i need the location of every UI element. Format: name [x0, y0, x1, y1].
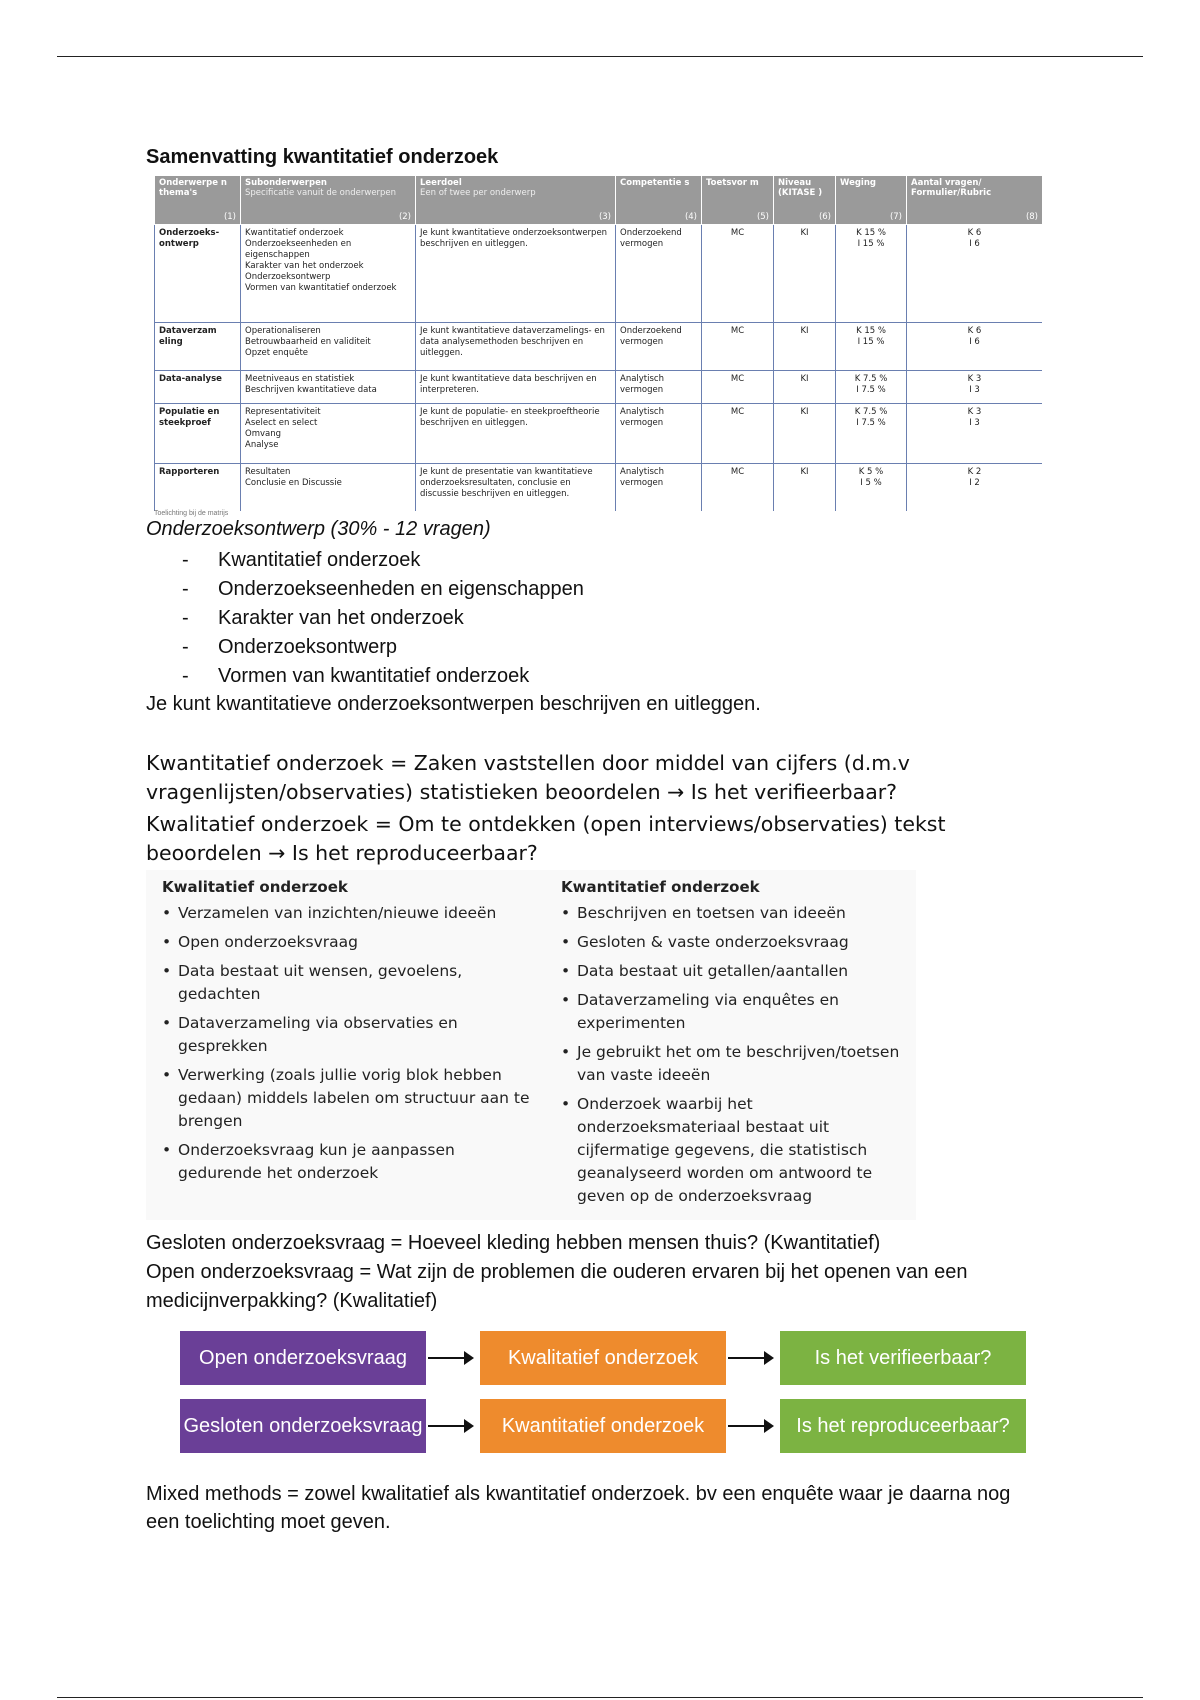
list-item: • Onderzoek waarbij het onderzoeksmateriaal bestaat uit cijfermatige gegevens, die statistisch geanalyseerd worden om antwoord te geven op de onderzoeksvraag — [561, 1093, 921, 1208]
cell-weight: K 7.5 % I 7.5 % — [836, 371, 907, 404]
list-item: • Dataverzameling via observaties en gesprekken — [162, 1012, 532, 1058]
cell-competence: Analytisch vermogen — [616, 371, 702, 404]
objectives-table — [154, 175, 1042, 511]
cell-test: MC — [702, 464, 774, 512]
qualitative-column — [162, 878, 532, 1191]
cell-subtopics: Representativiteit Aselect en select Omvang Analyse — [241, 404, 416, 464]
header-cell: Onderwerpe n thema's (1) — [155, 176, 241, 225]
section-goal: Je kunt kwantitatieve onderzoeksontwerpen beschrijven en uitleggen. — [146, 693, 761, 715]
flow-diagram — [180, 1331, 1030, 1456]
cell-competence: Onderzoekend vermogen — [616, 323, 702, 371]
arrow-right-icon — [728, 1425, 772, 1427]
header-cell: Competentie s (4) — [616, 176, 702, 225]
cell-test: MC — [702, 371, 774, 404]
mixed-methods-text: Mixed methods = zowel kwalitatief als kwantitatief onderzoek. bv een enquête waar je daarna nog een toelichting moet geven. — [146, 1483, 1011, 1533]
cell-competence: Analytisch vermogen — [616, 404, 702, 464]
list-item: • Data bestaat uit getallen/aantallen — [561, 960, 921, 983]
table-row — [155, 404, 1043, 464]
cell-subtopics: Meetniveaus en statistiek Beschrijven kwantitatieve data — [241, 371, 416, 404]
flow-box-closed-question: Gesloten onderzoeksvraag — [180, 1399, 426, 1453]
footer-rule — [57, 1697, 1143, 1698]
arrow-right-icon — [728, 1357, 772, 1359]
cell-subject: Data-analyse — [155, 371, 241, 404]
cell-goal: Je kunt kwantitatieve dataverzamelings- en data analysemethoden beschrijven en uitleggen. — [416, 323, 616, 371]
table-caption: Toelichting bij de matrijs — [154, 510, 229, 517]
arrow-right-icon — [428, 1425, 472, 1427]
header-cell: Toetsvor m (5) — [702, 176, 774, 225]
list-item: - Onderzoekseenheden en eigenschappen — [146, 575, 584, 604]
list-item: • Verzamelen van inzichten/nieuwe ideeën — [162, 902, 532, 925]
table-row — [155, 323, 1043, 371]
list-item: • Data bestaat uit wensen, gevoelens, gedachten — [162, 960, 532, 1006]
header-rule — [57, 56, 1143, 57]
list-item: • Dataverzameling via enquêtes en experimenten — [561, 989, 921, 1035]
flow-box-verifiable: Is het verifieerbaar? — [780, 1331, 1026, 1385]
cell-count: K 2 I 2 — [907, 464, 1043, 512]
list-item: - Karakter van het onderzoek — [146, 604, 584, 633]
cell-level: KI — [774, 371, 836, 404]
list-item: • Verwerking (zoals jullie vorig blok hebben gedaan) middels labelen om structuur aan te brengen — [162, 1064, 532, 1133]
open-question-example: Open onderzoeksvraag = Wat zijn de problemen die ouderen ervaren bij het openen van een medicijnverpakking? (Kwalitatief) — [146, 1261, 968, 1312]
section-title: Onderzoeksontwerp (30% - 12 vragen) — [146, 518, 491, 540]
cell-count: K 6 I 6 — [907, 225, 1043, 323]
cell-goal: Je kunt kwantitatieve onderzoeksontwerpen beschrijven en uitleggen. — [416, 225, 616, 323]
comparison-figure — [146, 870, 916, 1220]
page-title: Samenvatting kwantitatief onderzoek — [146, 146, 499, 168]
flow-box-reproducible: Is het reproduceerbaar? — [780, 1399, 1026, 1453]
cell-count: K 3 I 3 — [907, 371, 1043, 404]
cell-test: MC — [702, 323, 774, 371]
table-row — [155, 371, 1043, 404]
list-item: - Kwantitatief onderzoek — [146, 546, 584, 575]
list-item: • Je gebruikt het om te beschrijven/toetsen van vaste ideeën — [561, 1041, 921, 1087]
flow-box-open-question: Open onderzoeksvraag — [180, 1331, 426, 1385]
cell-weight: K 5 % I 5 % — [836, 464, 907, 512]
table-row — [155, 464, 1043, 512]
cell-count: K 3 I 3 — [907, 404, 1043, 464]
cell-test: MC — [702, 225, 774, 323]
cell-goal: Je kunt kwantitatieve data beschrijven en interpreteren. — [416, 371, 616, 404]
cell-weight: K 15 % I 15 % — [836, 225, 907, 323]
header-cell: Weging (7) — [836, 176, 907, 225]
cell-level: KI — [774, 464, 836, 512]
flow-box-qualitative: Kwalitatief onderzoek — [480, 1331, 726, 1385]
cell-subtopics: Operationaliseren Betrouwbaarheid en validiteit Opzet enquête — [241, 323, 416, 371]
header-cell: Aantal vragen/ Formulier/Rubric (8) — [907, 176, 1043, 225]
column-title: Kwantitatief onderzoek — [561, 878, 760, 896]
quantitative-column — [561, 878, 921, 1214]
cell-subject: Dataverzam eling — [155, 323, 241, 371]
subtopic-list — [146, 546, 584, 691]
list-item: • Onderzoeksvraag kun je aanpassen gedurende het onderzoek — [162, 1139, 532, 1185]
cell-subtopics: Kwantitatief onderzoek Onderzoekseenheden en eigenschappen Karakter van het onderzoek Onderzoeksontwerp Vormen van kwantitatief onderzoek — [241, 225, 416, 323]
list-item: • Gesloten & vaste onderzoeksvraag — [561, 931, 921, 954]
cell-subject: Rapporteren — [155, 464, 241, 512]
header-cell: Subonderwerpen Specificatie vanuit de onderwerpen (2) — [241, 176, 416, 225]
cell-level: KI — [774, 323, 836, 371]
cell-count: K 6 I 6 — [907, 323, 1043, 371]
flow-box-quantitative: Kwantitatief onderzoek — [480, 1399, 726, 1453]
list-item: - Onderzoeksontwerp — [146, 633, 584, 662]
cell-weight: K 15 % I 15 % — [836, 323, 907, 371]
closed-question-example: Gesloten onderzoeksvraag = Hoeveel kleding hebben mensen thuis? (Kwantitatief) — [146, 1232, 881, 1254]
table-row — [155, 225, 1043, 323]
header-cell: Niveau (KITASE ) (6) — [774, 176, 836, 225]
list-item: • Beschrijven en toetsen van ideeën — [561, 902, 921, 925]
cell-competence: Onderzoekend vermogen — [616, 225, 702, 323]
cell-level: KI — [774, 404, 836, 464]
cell-competence: Analytisch vermogen — [616, 464, 702, 512]
header-cell: Leerdoel Een of twee per onderwerp (3) — [416, 176, 616, 225]
list-item: • Open onderzoeksvraag — [162, 931, 532, 954]
cell-test: MC — [702, 404, 774, 464]
column-title: Kwalitatief onderzoek — [162, 878, 348, 896]
cell-subject: Populatie en steekproef — [155, 404, 241, 464]
cell-subtopics: Resultaten Conclusie en Discussie — [241, 464, 416, 512]
cell-goal: Je kunt de populatie- en steekproeftheorie beschrijven en uitleggen. — [416, 404, 616, 464]
list-item: - Vormen van kwantitatief onderzoek — [146, 662, 584, 691]
cell-subject: Onderzoeks-ontwerp — [155, 225, 241, 323]
arrow-right-icon — [428, 1357, 472, 1359]
cell-level: KI — [774, 225, 836, 323]
cell-weight: K 7.5 % I 7.5 % — [836, 404, 907, 464]
definition-quantitative: Kwantitatief onderzoek = Zaken vaststellen door middel van cijfers (d.m.v vragenlijsten/observaties) statistieken beoordelen → Is het verifieerbaar? — [146, 751, 910, 804]
definition-qualitative: Kwalitatief onderzoek = Om te ontdekken (open interviews/observaties) tekst beoordelen → Is het reproduceerbaar? — [146, 812, 946, 865]
cell-goal: Je kunt de presentatie van kwantitatieve onderzoeksresultaten, conclusie en discussie beschrijven en uitleggen. — [416, 464, 616, 512]
